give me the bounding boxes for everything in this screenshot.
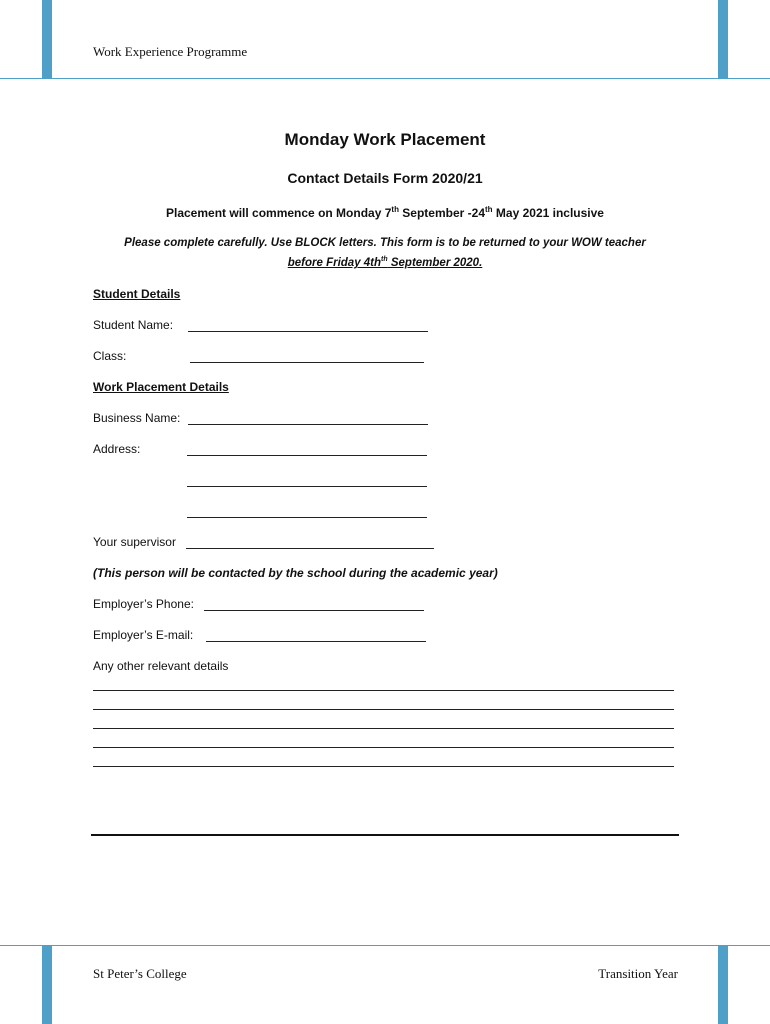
header-accent-bar-right bbox=[718, 0, 728, 78]
form-end-rule bbox=[91, 834, 679, 836]
address-field-line-1[interactable] bbox=[187, 455, 427, 456]
employer-phone-label: Employer’s Phone: bbox=[93, 597, 194, 611]
work-placement-heading: Work Placement Details bbox=[93, 380, 229, 394]
instructions-line-2: before Friday $4th^{th}$ September 2020. bbox=[287, 256, 483, 269]
address-field-line-2[interactable] bbox=[187, 486, 427, 487]
other-details-line-2[interactable] bbox=[93, 709, 674, 710]
business-name-label: Business Name: bbox=[93, 411, 181, 425]
header-accent-bar-left bbox=[42, 0, 52, 78]
business-name-field[interactable] bbox=[188, 424, 428, 425]
other-details-label: Any other relevant details bbox=[93, 659, 229, 673]
class-field[interactable] bbox=[190, 362, 424, 363]
address-field-line-3[interactable] bbox=[187, 517, 427, 518]
student-details-heading: Student Details bbox=[93, 287, 181, 301]
employer-phone-field[interactable] bbox=[204, 610, 424, 611]
employer-email-label: Employer’s E-mail: bbox=[93, 628, 194, 642]
instructions-line-1: Please complete carefully. Use BLOCK letters. This form is to be returned to your WOW teacher bbox=[124, 237, 646, 249]
class-label: Class: bbox=[93, 349, 127, 363]
header-divider bbox=[0, 78, 770, 79]
header-title: Work Experience Programme bbox=[93, 44, 248, 59]
other-details-line-4[interactable] bbox=[93, 747, 674, 748]
form-subtitle: Contact Details Form 2020/21 bbox=[287, 170, 483, 186]
footer-programme-year: Transition Year bbox=[598, 966, 678, 981]
supervisor-label: Your supervisor bbox=[93, 535, 176, 549]
form-title: Monday Work Placement bbox=[284, 130, 486, 149]
other-details-line-5[interactable] bbox=[93, 766, 674, 767]
placement-dates: Placement will commence on Monday 7th September -24th May 2021 inclusive bbox=[166, 205, 604, 220]
footer-accent-bar-right bbox=[718, 946, 728, 1024]
other-details-line-1[interactable] bbox=[93, 690, 674, 691]
student-name-label: Student Name: bbox=[93, 318, 174, 332]
footer-accent-bar-left bbox=[42, 946, 52, 1024]
student-name-field[interactable] bbox=[188, 331, 428, 332]
supervisor-field[interactable] bbox=[186, 548, 434, 549]
address-label: Address: bbox=[93, 442, 141, 456]
footer-college-name: St Peter’s College bbox=[93, 966, 187, 981]
other-details-line-3[interactable] bbox=[93, 728, 674, 729]
contact-note: (This person will be contacted by the school during the academic year) bbox=[93, 566, 498, 580]
employer-email-field[interactable] bbox=[206, 641, 426, 642]
footer-divider bbox=[0, 945, 770, 946]
